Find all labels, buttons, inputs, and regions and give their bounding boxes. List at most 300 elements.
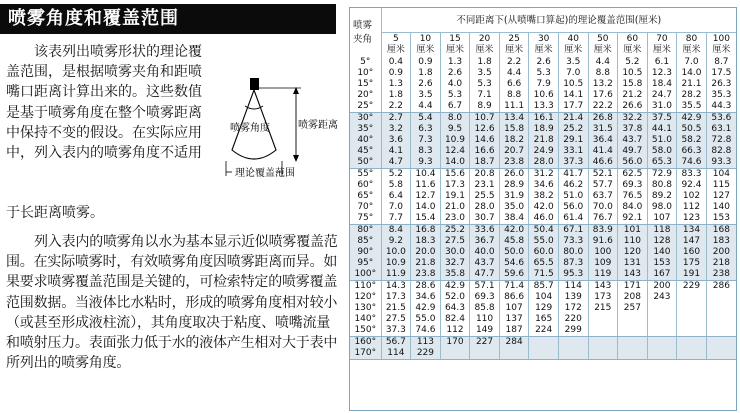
table-row xyxy=(350,90,736,101)
table-caption: 不同距离下(从喷嘴口算起)的理论覆盖范围(厘米) xyxy=(381,8,736,33)
coverage-value-cell: 120 xyxy=(618,247,648,258)
coverage-value-cell: 5.4 xyxy=(411,113,441,125)
coverage-value-cell: 1.3 xyxy=(440,57,470,68)
coverage-value-cell: 143 xyxy=(588,281,618,293)
coverage-value-cell: 115 xyxy=(706,180,736,191)
table-row xyxy=(350,225,736,237)
coverage-value-cell: 8.8 xyxy=(588,68,618,79)
coverage-value-cell xyxy=(647,325,677,337)
coverage-value-cell: 57.7 xyxy=(588,180,618,191)
coverage-value-cell: 153 xyxy=(647,258,677,269)
coverage-value-cell xyxy=(499,348,529,360)
coverage-value-cell: 129 xyxy=(529,303,559,314)
coverage-value-cell: 9.2 xyxy=(381,236,411,247)
coverage-value-cell: 56.0 xyxy=(618,157,648,169)
coverage-value-cell: 110 xyxy=(470,314,500,325)
section-title: 喷雾角度和覆盖范围 xyxy=(0,4,336,34)
coverage-value-cell xyxy=(529,337,559,349)
table-row xyxy=(350,68,736,79)
coverage-value-cell: 23.8 xyxy=(411,269,441,281)
spray-angle-cell: 95° xyxy=(350,258,381,269)
coverage-value-cell: 229 xyxy=(411,348,441,360)
coverage-value-cell xyxy=(706,325,736,337)
coverage-value-cell: 109 xyxy=(588,258,618,269)
intro-paragraph-tail: 于长距离喷雾。 xyxy=(6,205,104,221)
coverage-value-cell: 30.0 xyxy=(440,247,470,258)
coverage-value-cell: 42.9 xyxy=(411,303,441,314)
distance-column-header: 15 厘米 xyxy=(440,33,470,58)
coverage-value-cell xyxy=(706,348,736,360)
coverage-value-cell: 107 xyxy=(499,303,529,314)
coverage-value-cell: 4.0 xyxy=(440,79,470,90)
coverage-value-cell: 140 xyxy=(647,247,677,258)
coverage-value-cell: 15.4 xyxy=(411,213,441,225)
distance-column-header: 5 厘米 xyxy=(381,33,411,58)
coverage-value-cell: 38.4 xyxy=(499,213,529,225)
coverage-value-cell: 55.0 xyxy=(411,314,441,325)
coverage-value-cell: 2.7 xyxy=(381,113,411,125)
coverage-value-cell: 59.6 xyxy=(499,269,529,281)
coverage-value-cell xyxy=(647,303,677,314)
coverage-value-cell: 5.3 xyxy=(529,68,559,79)
coverage-value-cell: 42.9 xyxy=(677,113,707,125)
table-row xyxy=(350,281,736,293)
coverage-value-cell: 80.8 xyxy=(647,180,677,191)
coverage-value-cell: 18.2 xyxy=(499,135,529,146)
coverage-value-cell: 134 xyxy=(677,225,707,237)
coverage-value-cell: 5.3 xyxy=(440,90,470,101)
table-row xyxy=(350,135,736,146)
distance-header-row xyxy=(350,33,736,58)
spray-angle-cell: 45° xyxy=(350,146,381,157)
coverage-value-cell: 119 xyxy=(588,269,618,281)
coverage-value-cell: 21.8 xyxy=(529,135,559,146)
coverage-value-cell: 17.6 xyxy=(588,90,618,101)
distance-column-header: 10 厘米 xyxy=(411,33,441,58)
spray-angle-cell: 100° xyxy=(350,269,381,281)
table-row xyxy=(350,213,736,225)
coverage-value-cell: 50.4 xyxy=(529,225,559,237)
coverage-value-cell: 12.3 xyxy=(647,68,677,79)
table-row xyxy=(350,146,736,157)
coverage-value-cell: 257 xyxy=(618,303,648,314)
coverage-value-cell: 7.3 xyxy=(411,135,441,146)
table-row xyxy=(350,236,736,247)
coverage-value-cell: 7.0 xyxy=(381,202,411,213)
coverage-value-cell: 51.0 xyxy=(558,191,588,202)
coverage-value-cell: 28.9 xyxy=(499,180,529,191)
coverage-value-cell: 160 xyxy=(677,247,707,258)
coverage-value-cell xyxy=(706,303,736,314)
coverage-value-cell: 2.6 xyxy=(529,57,559,68)
coverage-value-cell: 286 xyxy=(706,281,736,293)
coverage-value-cell: 4.7 xyxy=(381,157,411,169)
coverage-value-cell: 22.2 xyxy=(588,101,618,113)
coverage-value-cell: 41.4 xyxy=(588,146,618,157)
spray-angle-cell: 5° xyxy=(350,57,381,68)
coverage-value-cell: 10.4 xyxy=(411,169,441,181)
distance-column-header: 60 厘米 xyxy=(618,33,648,58)
coverage-value-cell: 12.7 xyxy=(411,191,441,202)
coverage-table-panel xyxy=(349,7,737,411)
coverage-value-cell: 8.8 xyxy=(499,90,529,101)
coverage-value-cell: 15.8 xyxy=(499,124,529,135)
coverage-value-cell: 1.8 xyxy=(411,68,441,79)
coverage-value-cell: 12.4 xyxy=(440,146,470,157)
coverage-value-cell: 128 xyxy=(647,236,677,247)
coverage-value-cell: 58.0 xyxy=(647,146,677,157)
coverage-value-cell: 31.9 xyxy=(499,191,529,202)
spray-angle-cell: 20° xyxy=(350,90,381,101)
coverage-value-cell: 12.6 xyxy=(470,124,500,135)
coverage-label: 理论覆盖范围 xyxy=(235,168,295,179)
coverage-value-cell: 15.8 xyxy=(618,79,648,90)
coverage-value-cell: 45.8 xyxy=(499,236,529,247)
coverage-value-cell: 74.6 xyxy=(677,157,707,169)
coverage-value-cell: 118 xyxy=(647,225,677,237)
coverage-value-cell: 35.0 xyxy=(499,202,529,213)
coverage-value-cell: 220 xyxy=(558,314,588,325)
coverage-value-cell: 92.4 xyxy=(677,180,707,191)
coverage-value-cell: 6.4 xyxy=(381,191,411,202)
coverage-value-cell xyxy=(677,337,707,349)
table-row xyxy=(350,325,736,337)
distance-column-header: 70 厘米 xyxy=(647,33,677,58)
coverage-value-cell: 63.7 xyxy=(588,191,618,202)
coverage-value-cell: 6.6 xyxy=(499,79,529,90)
coverage-value-cell xyxy=(618,314,648,325)
coverage-value-cell: 0.9 xyxy=(411,57,441,68)
coverage-value-cell: 50.0 xyxy=(499,247,529,258)
coverage-value-cell: 10.5 xyxy=(618,68,648,79)
coverage-value-cell: 143 xyxy=(618,269,648,281)
coverage-value-cell: 104 xyxy=(529,292,559,303)
coverage-value-cell: 7.0 xyxy=(677,57,707,68)
spray-angle-cell: 140° xyxy=(350,314,381,325)
coverage-value-cell: 34.6 xyxy=(411,292,441,303)
coverage-value-cell: 28.6 xyxy=(411,281,441,293)
coverage-value-cell: 31.5 xyxy=(588,124,618,135)
coverage-value-cell: 46.2 xyxy=(558,180,588,191)
coverage-value-cell: 18.7 xyxy=(470,157,500,169)
coverage-value-cell: 153 xyxy=(706,213,736,225)
coverage-value-cell xyxy=(618,337,648,349)
table-row xyxy=(350,337,736,349)
coverage-value-cell xyxy=(588,348,618,360)
coverage-value-cell: 243 xyxy=(647,292,677,303)
spray-angle-cell: 10° xyxy=(350,68,381,79)
coverage-value-cell: 299 xyxy=(558,325,588,337)
table-row xyxy=(350,258,736,269)
coverage-value-cell: 84.0 xyxy=(618,202,648,213)
coverage-value-cell: 170 xyxy=(440,337,470,349)
coverage-value-cell: 57.1 xyxy=(470,281,500,293)
coverage-value-cell xyxy=(677,292,707,303)
coverage-value-cell: 200 xyxy=(647,281,677,293)
coverage-value-cell: 215 xyxy=(588,303,618,314)
coverage-value-cell: 7.7 xyxy=(381,213,411,225)
table-body xyxy=(350,57,736,360)
coverage-value-cell: 238 xyxy=(706,269,736,281)
table-row xyxy=(350,124,736,135)
coverage-value-cell: 16.8 xyxy=(411,225,441,237)
coverage-value-cell: 74.6 xyxy=(411,325,441,337)
spray-angle-cell: 80° xyxy=(350,225,381,237)
coverage-value-cell: 85.8 xyxy=(470,303,500,314)
coverage-value-cell: 10.5 xyxy=(558,79,588,90)
distance-column-header: 20 厘米 xyxy=(470,33,500,58)
coverage-value-cell: 14.6 xyxy=(470,135,500,146)
coverage-value-cell: 71.5 xyxy=(529,269,559,281)
coverage-value-cell: 112 xyxy=(440,325,470,337)
coverage-value-cell: 21.5 xyxy=(381,303,411,314)
coverage-value-cell: 37.3 xyxy=(558,157,588,169)
coverage-value-cell: 14.0 xyxy=(440,157,470,169)
coverage-value-cell: 50.5 xyxy=(677,124,707,135)
coverage-value-cell: 17.3 xyxy=(381,292,411,303)
coverage-value-cell: 86.6 xyxy=(499,292,529,303)
coverage-value-cell: 87.3 xyxy=(558,258,588,269)
coverage-value-cell: 14.0 xyxy=(677,68,707,79)
coverage-value-cell: 167 xyxy=(647,269,677,281)
coverage-value-cell: 168 xyxy=(706,225,736,237)
coverage-value-cell: 53.6 xyxy=(706,113,736,125)
distance-column-header: 100 厘米 xyxy=(706,33,736,58)
coverage-value-cell: 6.3 xyxy=(411,124,441,135)
coverage-value-cell xyxy=(647,337,677,349)
coverage-value-cell: 11.9 xyxy=(381,269,411,281)
coverage-value-cell xyxy=(588,325,618,337)
coverage-value-cell: 102 xyxy=(677,191,707,202)
coverage-value-cell: 26.3 xyxy=(706,79,736,90)
spray-angle-cell: 35° xyxy=(350,124,381,135)
table-row xyxy=(350,314,736,325)
coverage-value-cell: 83.9 xyxy=(588,225,618,237)
coverage-value-cell: 123 xyxy=(677,213,707,225)
coverage-value-cell: 113 xyxy=(411,337,441,349)
coverage-value-cell: 47.7 xyxy=(470,269,500,281)
description-column xyxy=(0,0,345,413)
coverage-value-cell: 7.0 xyxy=(558,68,588,79)
coverage-value-cell: 32.2 xyxy=(618,113,648,125)
coverage-value-cell: 55.0 xyxy=(529,236,559,247)
coverage-value-cell: 175 xyxy=(677,258,707,269)
coverage-value-cell: 92.1 xyxy=(618,213,648,225)
coverage-value-cell: 2.2 xyxy=(499,57,529,68)
coverage-value-cell: 16.6 xyxy=(470,146,500,157)
coverage-value-cell: 35.5 xyxy=(677,101,707,113)
coverage-value-cell: 101 xyxy=(618,225,648,237)
coverage-value-cell: 52.0 xyxy=(440,292,470,303)
coverage-value-cell: 89.2 xyxy=(647,191,677,202)
distance-label: 喷雾距离 xyxy=(298,120,338,131)
coverage-value-cell: 114 xyxy=(558,281,588,293)
coverage-value-cell: 8.3 xyxy=(411,146,441,157)
coverage-value-cell: 54.6 xyxy=(499,258,529,269)
coverage-value-cell: 11.1 xyxy=(499,101,529,113)
spray-angle-cell: 65° xyxy=(350,191,381,202)
coverage-value-cell xyxy=(558,337,588,349)
coverage-value-cell: 21.1 xyxy=(677,79,707,90)
table-row xyxy=(350,79,736,90)
coverage-value-cell: 15.6 xyxy=(440,169,470,181)
coverage-value-cell: 2.2 xyxy=(381,101,411,113)
coverage-value-cell: 173 xyxy=(588,292,618,303)
coverage-value-cell: 6.1 xyxy=(647,57,677,68)
coverage-value-cell: 82.4 xyxy=(440,314,470,325)
coverage-value-cell: 29.1 xyxy=(558,135,588,146)
coverage-value-cell: 139 xyxy=(558,292,588,303)
coverage-value-cell: 284 xyxy=(499,337,529,349)
table-row xyxy=(350,113,736,125)
coverage-value-cell: 73.3 xyxy=(558,236,588,247)
coverage-value-cell: 183 xyxy=(706,236,736,247)
coverage-value-cell: 30.7 xyxy=(470,213,500,225)
coverage-value-cell: 227 xyxy=(470,337,500,349)
coverage-value-cell xyxy=(647,314,677,325)
coverage-value-cell: 31.2 xyxy=(529,169,559,181)
coverage-value-cell: 24.9 xyxy=(529,146,559,157)
coverage-value-cell xyxy=(618,348,648,360)
coverage-value-cell: 4.4 xyxy=(499,68,529,79)
spray-angle-cell: 60° xyxy=(350,180,381,191)
coverage-value-cell: 51.0 xyxy=(647,135,677,146)
coverage-value-cell: 28.0 xyxy=(470,202,500,213)
coverage-value-cell: 10.6 xyxy=(529,90,559,101)
coverage-value-cell: 83.3 xyxy=(677,169,707,181)
table-row xyxy=(350,269,736,281)
coverage-value-cell: 6.7 xyxy=(440,101,470,113)
coverage-value-cell xyxy=(706,337,736,349)
coverage-value-cell: 91.6 xyxy=(588,236,618,247)
coverage-value-cell: 70.0 xyxy=(588,202,618,213)
coverage-value-cell: 41.7 xyxy=(558,169,588,181)
table-row xyxy=(350,101,736,113)
coverage-value-cell: 4.4 xyxy=(588,57,618,68)
coverage-value-cell: 52.1 xyxy=(588,169,618,181)
coverage-value-cell: 14.3 xyxy=(381,281,411,293)
coverage-value-cell: 3.5 xyxy=(411,90,441,101)
coverage-value-cell: 17.3 xyxy=(440,180,470,191)
coverage-value-cell: 26.0 xyxy=(499,169,529,181)
coverage-value-cell: 36.4 xyxy=(588,135,618,146)
coverage-value-cell: 67.1 xyxy=(558,225,588,237)
coverage-value-cell: 16.1 xyxy=(529,113,559,125)
coverage-value-cell: 13.3 xyxy=(529,101,559,113)
coverage-value-cell: 46.0 xyxy=(529,213,559,225)
distance-column-header: 40 厘米 xyxy=(558,33,588,58)
table-row xyxy=(350,348,736,360)
coverage-value-cell: 72.9 xyxy=(647,169,677,181)
coverage-value-cell xyxy=(588,337,618,349)
coverage-value-cell xyxy=(706,314,736,325)
coverage-value-cell: 46.6 xyxy=(588,157,618,169)
coverage-value-cell: 37.5 xyxy=(647,113,677,125)
coverage-value-cell: 25.2 xyxy=(440,225,470,237)
coverage-value-cell: 147 xyxy=(677,236,707,247)
coverage-value-cell xyxy=(588,314,618,325)
table-row xyxy=(350,247,736,258)
table-row xyxy=(350,157,736,169)
coverage-value-cell: 69.3 xyxy=(470,292,500,303)
coverage-value-cell: 58.2 xyxy=(677,135,707,146)
coverage-value-cell: 10.7 xyxy=(470,113,500,125)
table-row xyxy=(350,202,736,213)
coverage-value-cell: 62.5 xyxy=(618,169,648,181)
coverage-value-cell: 42.0 xyxy=(499,225,529,237)
coverage-value-cell: 20.8 xyxy=(470,169,500,181)
coverage-value-cell: 224 xyxy=(529,325,559,337)
coverage-value-cell: 36.7 xyxy=(470,236,500,247)
coverage-value-cell: 112 xyxy=(677,202,707,213)
coverage-value-cell: 95.3 xyxy=(558,269,588,281)
coverage-value-cell: 23.0 xyxy=(440,213,470,225)
coverage-value-cell: 229 xyxy=(677,281,707,293)
coverage-value-cell: 5.3 xyxy=(470,79,500,90)
coverage-value-cell: 37.8 xyxy=(618,124,648,135)
coverage-value-cell: 76.5 xyxy=(618,191,648,202)
coverage-value-cell: 14.1 xyxy=(558,90,588,101)
coverage-value-cell: 200 xyxy=(706,247,736,258)
coverage-value-cell: 61.4 xyxy=(558,213,588,225)
coverage-value-cell: 11.6 xyxy=(411,180,441,191)
coverage-value-cell: 80.0 xyxy=(558,247,588,258)
coverage-value-cell: 9.5 xyxy=(440,124,470,135)
coverage-value-cell: 44.1 xyxy=(647,124,677,135)
spray-angle-cell: 90° xyxy=(350,247,381,258)
coverage-value-cell: 37.3 xyxy=(381,325,411,337)
spray-angle-cell: 30° xyxy=(350,113,381,125)
coverage-value-cell: 23.1 xyxy=(470,180,500,191)
coverage-value-cell: 33.6 xyxy=(470,225,500,237)
coverage-value-cell: 172 xyxy=(558,303,588,314)
spray-angle-cell: 150° xyxy=(350,325,381,337)
coverage-value-cell: 14.0 xyxy=(411,202,441,213)
coverage-value-cell: 7.9 xyxy=(529,79,559,90)
coverage-value-cell: 82.8 xyxy=(706,146,736,157)
coverage-value-cell: 19.1 xyxy=(440,191,470,202)
coverage-value-cell: 65.5 xyxy=(529,258,559,269)
coverage-value-cell: 10.9 xyxy=(440,135,470,146)
angle-column-header: 喷雾 夹角 xyxy=(353,19,373,45)
coverage-value-cell: 44.3 xyxy=(706,101,736,113)
coverage-value-cell: 66.3 xyxy=(677,146,707,157)
coverage-value-cell: 20.0 xyxy=(411,247,441,258)
coverage-value-cell: 34.6 xyxy=(529,180,559,191)
angle-label: 喷雾角度 xyxy=(230,123,270,134)
coverage-value-cell: 25.2 xyxy=(558,124,588,135)
coverage-value-cell: 137 xyxy=(499,314,529,325)
coverage-value-cell: 5.2 xyxy=(381,169,411,181)
coverage-value-cell xyxy=(470,348,500,360)
coverage-value-cell: 71.4 xyxy=(499,281,529,293)
coverage-value-cell: 4.1 xyxy=(381,146,411,157)
coverage-value-cell: 171 xyxy=(618,281,648,293)
coverage-value-cell: 10.0 xyxy=(381,247,411,258)
coverage-value-cell: 98.0 xyxy=(647,202,677,213)
coverage-value-cell: 2.6 xyxy=(411,79,441,90)
coverage-value-cell: 3.5 xyxy=(558,57,588,68)
spray-angle-cell: 85° xyxy=(350,236,381,247)
coverage-value-cell: 187 xyxy=(499,325,529,337)
coverage-value-cell: 9.3 xyxy=(411,157,441,169)
coverage-value-cell: 100 xyxy=(588,247,618,258)
distance-column-header: 80 厘米 xyxy=(677,33,707,58)
coverage-value-cell: 10.9 xyxy=(381,258,411,269)
coverage-value-cell: 7.1 xyxy=(470,90,500,101)
coverage-value-cell: 56.0 xyxy=(558,202,588,213)
coverage-value-cell: 21.2 xyxy=(618,90,648,101)
